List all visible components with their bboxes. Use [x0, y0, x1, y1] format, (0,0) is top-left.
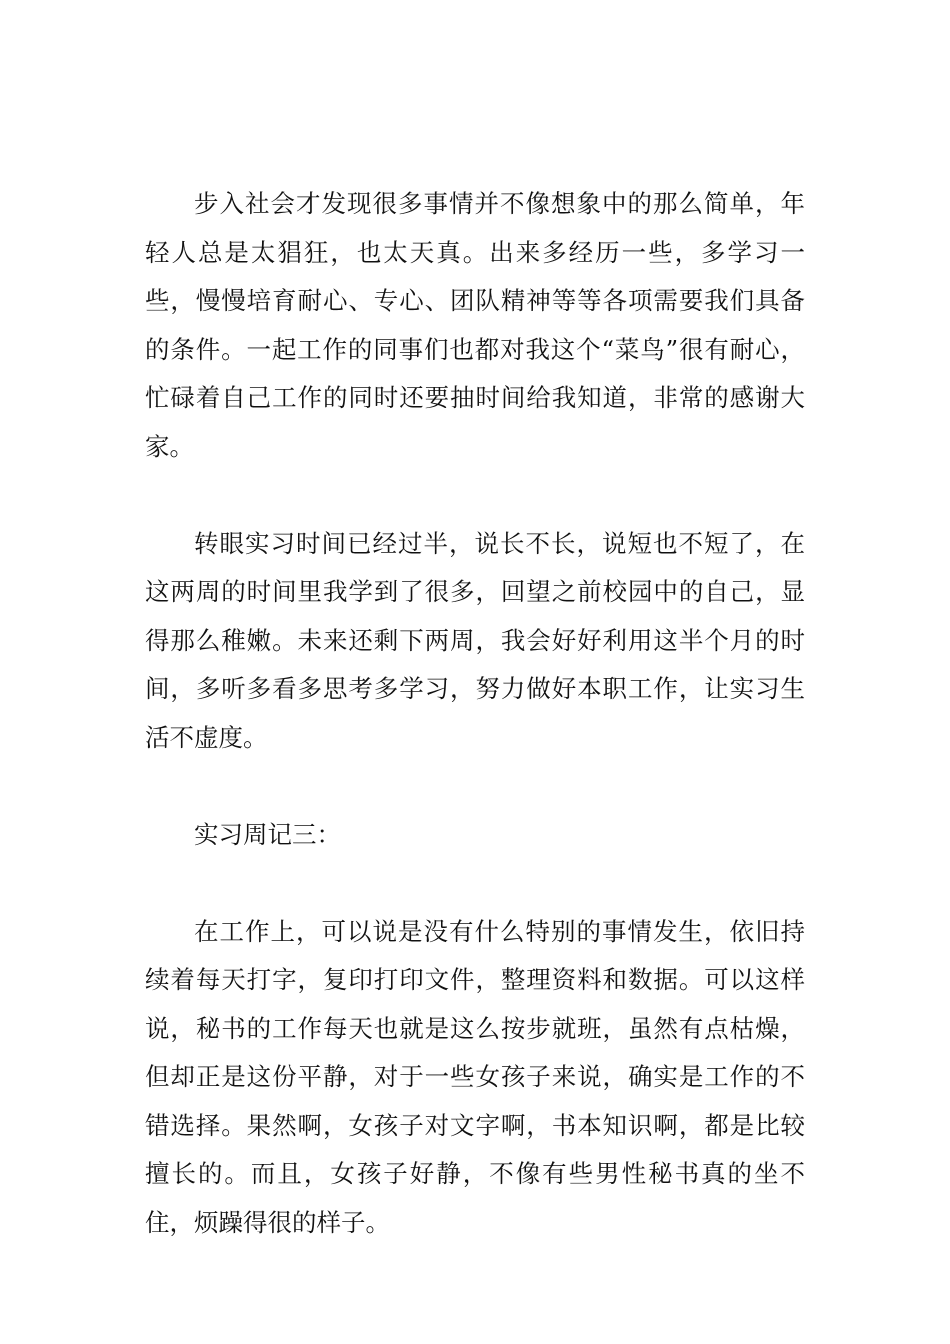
- paragraph-3: 在工作上，可以说是没有什么特别的事情发生，依旧持续着每天打字，复印打印文件，整理资料和数据。可以这样说，秘书的工作每天也就是这么按步就班，虽然有点枯燥，但却正是这份平静，对于一些女孩子来说，确实是工作的不错选择。果然啊，女孩子对文字啊，书本知识啊，都是比较擅长的。而且，女孩子好静，不像有些男性秘书真的坐不住，烦躁得很的样子。: [145, 916, 805, 1237]
- paragraph-1: 步入社会才发现很多事情并不像想象中的那么简单，年轻人总是太猖狂，也太天真。出来多经历一些，多学习一些，慢慢培育耐心、专心、团队精神等等各项需要我们具备的条件。一起工作的同事们也都对我这个“菜鸟”很有耐心，忙碌着自己工作的同时还要抽时间给我知道，非常的感谢大家。: [145, 189, 805, 461]
- paragraph-2: 转眼实习时间已经过半，说长不长，说短也不短了，在这两周的时间里我学到了很多，回望之前校园中的自己，显得那么稚嫩。未来还剩下两周，我会好好利用这半个月的时间，多听多看多思考多学习，努力做好本职工作，让实习生活不虚度。: [145, 528, 805, 752]
- document-body: [145, 180, 805, 1296]
- section-heading: 实习周记三：: [194, 819, 341, 849]
